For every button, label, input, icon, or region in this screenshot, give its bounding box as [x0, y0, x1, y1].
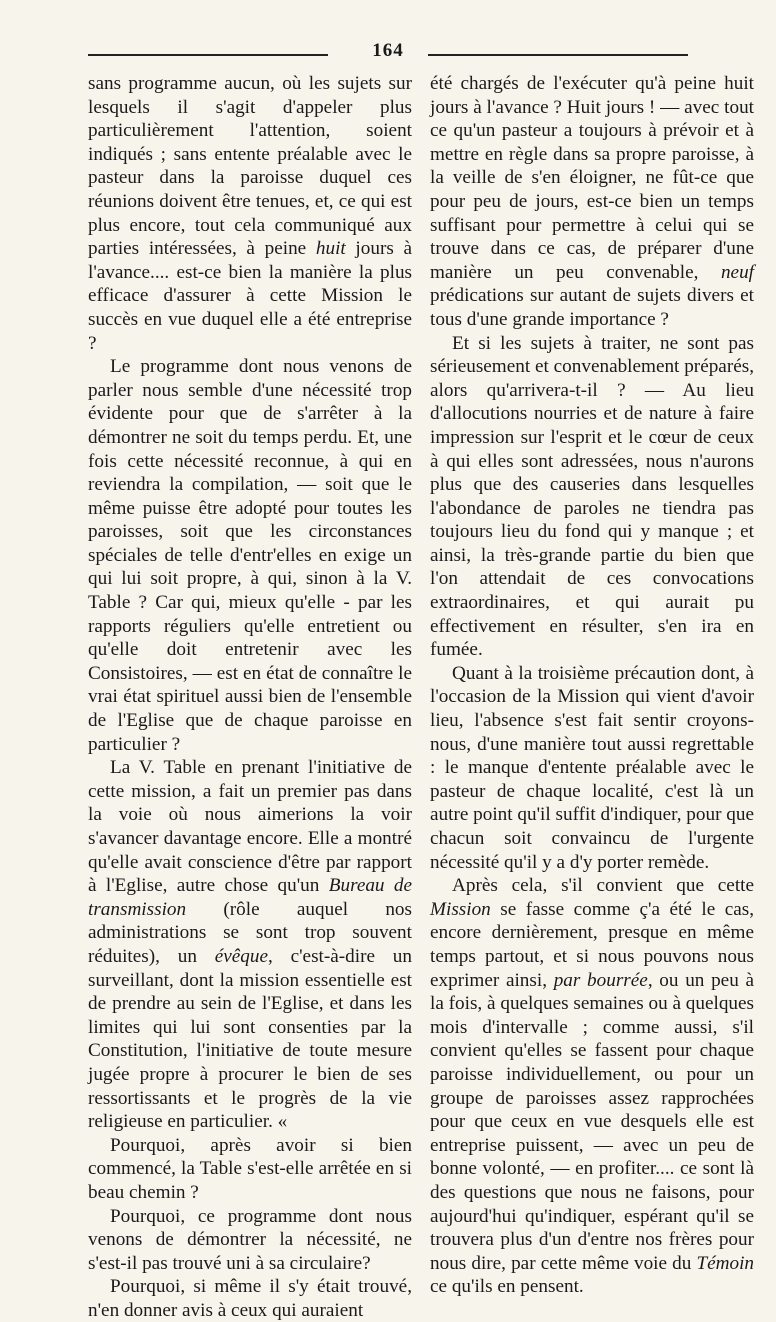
paragraph-4: Pourquoi, après avoir si bien commencé, la Table s'est-elle arrêtée en si beau chemin ? — [88, 1134, 412, 1203]
paragraph-1: sans programme aucun, où les sujets sur lesquels il s'agit d'appeler plus particulièrement l'attention, soient indiqués ; sans entente préalable avec le pasteur dans la paroisse duquel ces réunions doivent être tenues, et, ce qui est plus encore, tout cela communiqué aux parties intéressées, à peine huit jours à l'avance.... est-ce bien la manière la plus efficace d'assurer à cette Mission le succès en vue duquel elle a été entreprise ? — [88, 73, 412, 354]
page-number: 164 — [372, 40, 404, 61]
page-header — [88, 40, 688, 60]
paragraph-3: La V. Table en prenant l'initiative de cette mission, a fait un premier pas dans la voie où nous aimerions la voir s'avancer davantage encore. Elle a montré qu'elle avait conscience d'être par rapport à l'Eglise, autre chose qu'un Bureau de transmission (rôle auquel nos administrations se sont trop souvent réduites), un évêque, c'est-à-dire un surveillant, dont la mission essentielle est de prendre au sein de l'Eglise, et dans les limites qui lui sont consenties par la Constitution, l'initiative de toute mesure jugée propre à procurer le bien de ses ressortissants et le progrès de la vie religieuse en particulier. « — [88, 757, 412, 1133]
paragraph-7: été chargés de l'exécuter qu'à peine huit jours à l'avance ? Huit jours ! — avec tout ce qu'un pasteur a toujours à prévoir et à mettre en règle dans sa propre paroisse, à la veille de s'en éloigner, ne fût-ce que pour peu de jours, est-ce bien un temps suffisant pour permettre à celui qui se trouve dans ce cas, de préparer d'une manière un peu convenable, neuf prédications sur autant de sujets divers et tous d'une grande importance ? — [430, 73, 754, 330]
left-column — [88, 72, 412, 1322]
paragraph-5: Pourquoi, ce programme dont nous venons de démontrer la nécessité, ne s'est-il pas trouvé uni à sa circulaire? — [88, 1205, 412, 1274]
paragraph-10: Après cela, s'il convient que cette Mission se fasse comme ç'a été le cas, encore dernièrement, presque en même temps partout, et si nous pouvons nous exprimer ainsi, par bourrée, ou un peu à la fois, à quelques semaines ou à quelques mois d'intervalle ; comme aussi, s'il convient qu'elles se fassent pour chaque paroisse individuellement, ou pour un groupe de paroisses assez rapprochées pour que ceux en vue desquels elle est entreprise puissent, — avec un peu de bonne volonté, — en profiter.... ce sont là des questions que nous ne faisons, pour aujourd'hui qu'indiquer, espérant qu'il se trouvera plus d'un d'entre nos frères pour nous dire, par cette même voie du Témoin ce qu'ils en pensent. — [430, 875, 754, 1298]
paragraph-2: Le programme dont nous venons de parler nous semble d'une nécessité trop évidente pour que de s'arrêter à la démontrer ne soit du temps perdu. Et, une fois cette nécessité reconnue, à qui en reviendra la compilation, — soit que le même puisse être adopté pour toutes les paroisses, soit que les circonstances spéciales de telle d'entr'elles en exige un qui lui soit propre, à qui, sinon à la V. Table ? Car qui, mieux qu'elle - par les rapports réguliers qu'elle entretient ou qu'elle doit entretenir avec les Consistoires, — est en état de connaître le vrai état spirituel aussi bien de l'ensemble de l'Eglise que de chaque paroisse en particulier ? — [88, 356, 412, 755]
paragraph-9: Quant à la troisième précaution dont, à l'occasion de la Mission qui vient d'avoir lieu, l'absence s'est fait sentir croyons-nous, d'une manière tout aussi regrettable : le manque d'entente préalable avec le pasteur de chaque localité, c'est là un autre point qu'il suffit d'indiquer, pour que chacun soit convaincu de l'urgente nécessité qu'il y a d'y porter remède. — [430, 662, 754, 873]
paragraph-6: Pourquoi, si même il s'y était trouvé, n'en donner avis à ceux qui auraient — [88, 1276, 412, 1321]
paragraph-8: Et si les sujets à traiter, ne sont pas sérieusement et convenablement préparés, alors qu'arrivera-t-il ? — Au lieu d'allocutions nourries et de nature à faire impression sur l'esprit et le cœur de ceux à qui elles sont adressées, nous n'aurons plus que des causeries dans lesquelles l'abondance de paroles ne tiendra pas toujours lieu du fond qui y manque ; et ainsi, la très-grande partie du bien que l'on attendait de ces convocations extraordinaires, et qui aurait pu effectivement en résulter, s'en ira en fumée. — [430, 332, 754, 661]
right-column — [430, 72, 754, 1299]
